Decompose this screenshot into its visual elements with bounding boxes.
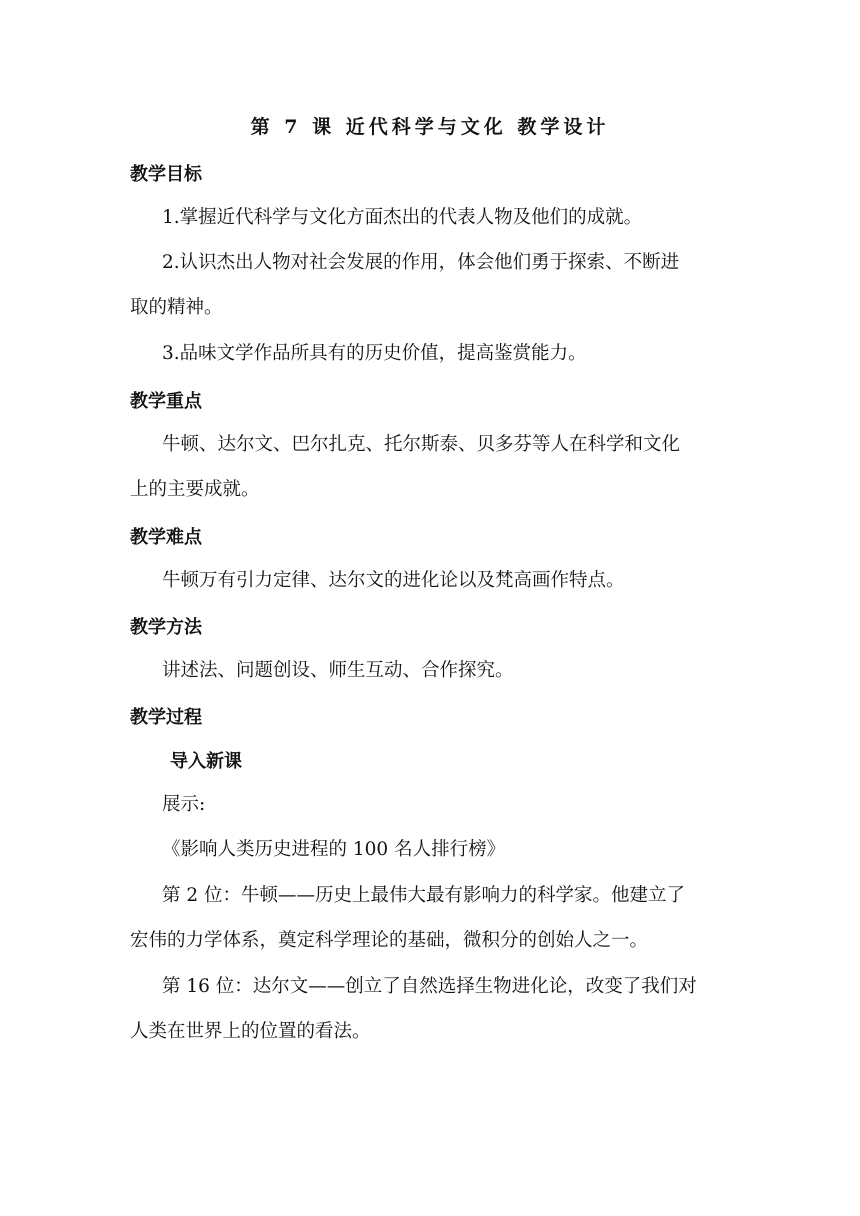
objective-2 [130,240,730,330]
heading-difficulties: 教学难点 [130,527,202,548]
show-paragraph [130,782,730,872]
heading-objectives: 教学目标 [130,164,202,185]
entry-newton-line-2: 宏伟的力学体系，奠定科学理论的基础，微积分的创始人之一。 [130,930,649,951]
entry-darwin-line-1: 第 16 位：达尔文——创立了自然选择生物进化论，改变了我们对 [162,976,697,997]
entry-newton-line-1: 第 2 位：牛顿——历史上最伟大最有影响力的科学家。他建立了 [162,885,686,906]
objective-1-line-1: 1.掌握近代科学与文化方面杰出的代表人物及他们的成就。 [162,207,643,228]
heading-key-points: 教学重点 [130,391,202,412]
document-title: 第 7 课 近代科学与文化 教学设计 [250,116,610,138]
methods-line-1: 讲述法、问题创设、师生互动、合作探究。 [162,660,514,681]
heading-process: 教学过程 [130,707,202,728]
entry-newton [130,873,730,963]
entry-darwin-line-2: 人类在世界上的位置的看法。 [130,1021,371,1042]
key-points-line-2: 上的主要成就。 [130,479,260,500]
heading-intro: 导入新课 [170,751,242,772]
objective-2-line-1: 2.认识杰出人物对社会发展的作用，体会他们勇于探索、不断进 [162,252,680,273]
objective-1 [130,195,730,240]
book-title: 《影响人类历史进程的 100 名人排行榜》 [162,839,506,860]
objective-2-line-2: 取的精神。 [130,297,223,318]
objective-3-line-1: 3.品味文学作品所具有的历史价值，提高鉴赏能力。 [162,343,587,364]
show-label: 展示: [162,794,206,815]
difficulties-paragraph [130,558,730,603]
difficulties-line-1: 牛顿万有引力定律、达尔文的进化论以及梵高画作特点。 [162,570,625,591]
methods-paragraph [130,648,730,693]
objective-3 [130,331,730,376]
entry-darwin [130,964,730,1054]
heading-methods: 教学方法 [130,617,202,638]
key-points-line-1: 牛顿、达尔文、巴尔扎克、托尔斯泰、贝多芬等人在科学和文化 [162,434,681,455]
key-points-paragraph [130,422,730,512]
